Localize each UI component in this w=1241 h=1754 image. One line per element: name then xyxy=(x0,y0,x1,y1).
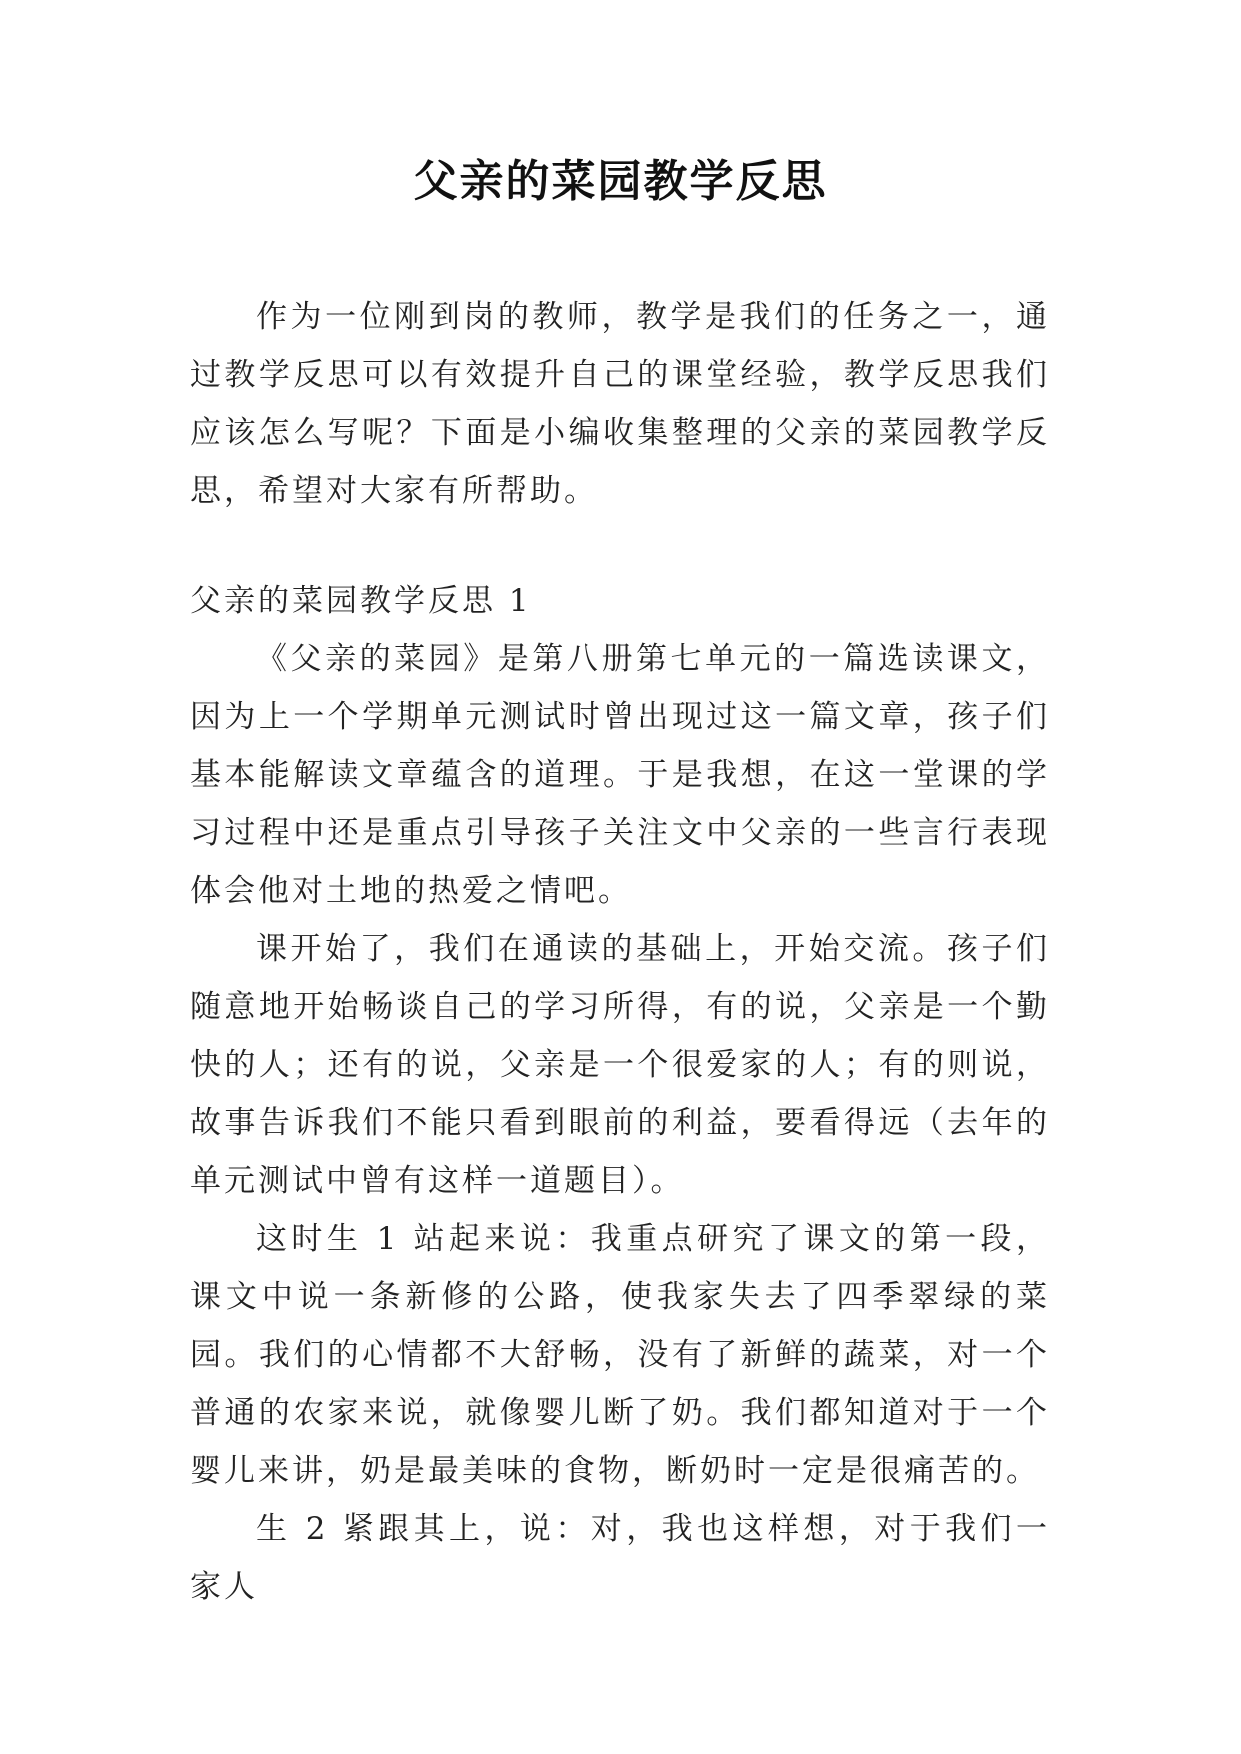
document-body xyxy=(190,288,1050,1616)
body-paragraph: 《父亲的菜园》是第八册第七单元的一篇选读课文，因为上一个学期单元测试时曾出现过这一篇文章，孩子们基本能解读文章蕴含的道理。于是我想，在这一堂课的学习过程中还是重点引导孩子关注文中父亲的一些言行表现体会他对土地的热爱之情吧。 xyxy=(190,641,1050,909)
section-heading: 父亲的菜园教学反思 1 xyxy=(190,583,532,619)
body-paragraph: 课开始了，我们在通读的基础上，开始交流。孩子们随意地开始畅谈自己的学习所得，有的说，父亲是一个勤快的人；还有的说，父亲是一个很爱家的人；有的则说，故事告诉我们不能只看到眼前的利益，要看得远（去年的单元测试中曾有这样一道题目）。 xyxy=(190,931,1050,1199)
paragraph-gap xyxy=(190,520,1050,572)
intro-paragraph: 作为一位刚到岗的教师，教学是我们的任务之一，通过教学反思可以有效提升自己的课堂经验，教学反思我们应该怎么写呢？下面是小编收集整理的父亲的菜园教学反思，希望对大家有所帮助。 xyxy=(190,299,1050,509)
document-title: 父亲的菜园教学反思 xyxy=(413,156,828,207)
body-paragraph: 这时生 1 站起来说：我重点研究了课文的第一段，课文中说一条新修的公路，使我家失去了四季翠绿的菜园。我们的心情都不大舒畅，没有了新鲜的蔬菜，对一个普通的农家来说，就像婴儿断了奶。我们都知道对于一个婴儿来讲，奶是最美味的食物，断奶时一定是很痛苦的。 xyxy=(190,1221,1050,1489)
body-paragraph: 生 2 紧跟其上，说：对，我也这样想，对于我们一家人 xyxy=(190,1511,1050,1605)
